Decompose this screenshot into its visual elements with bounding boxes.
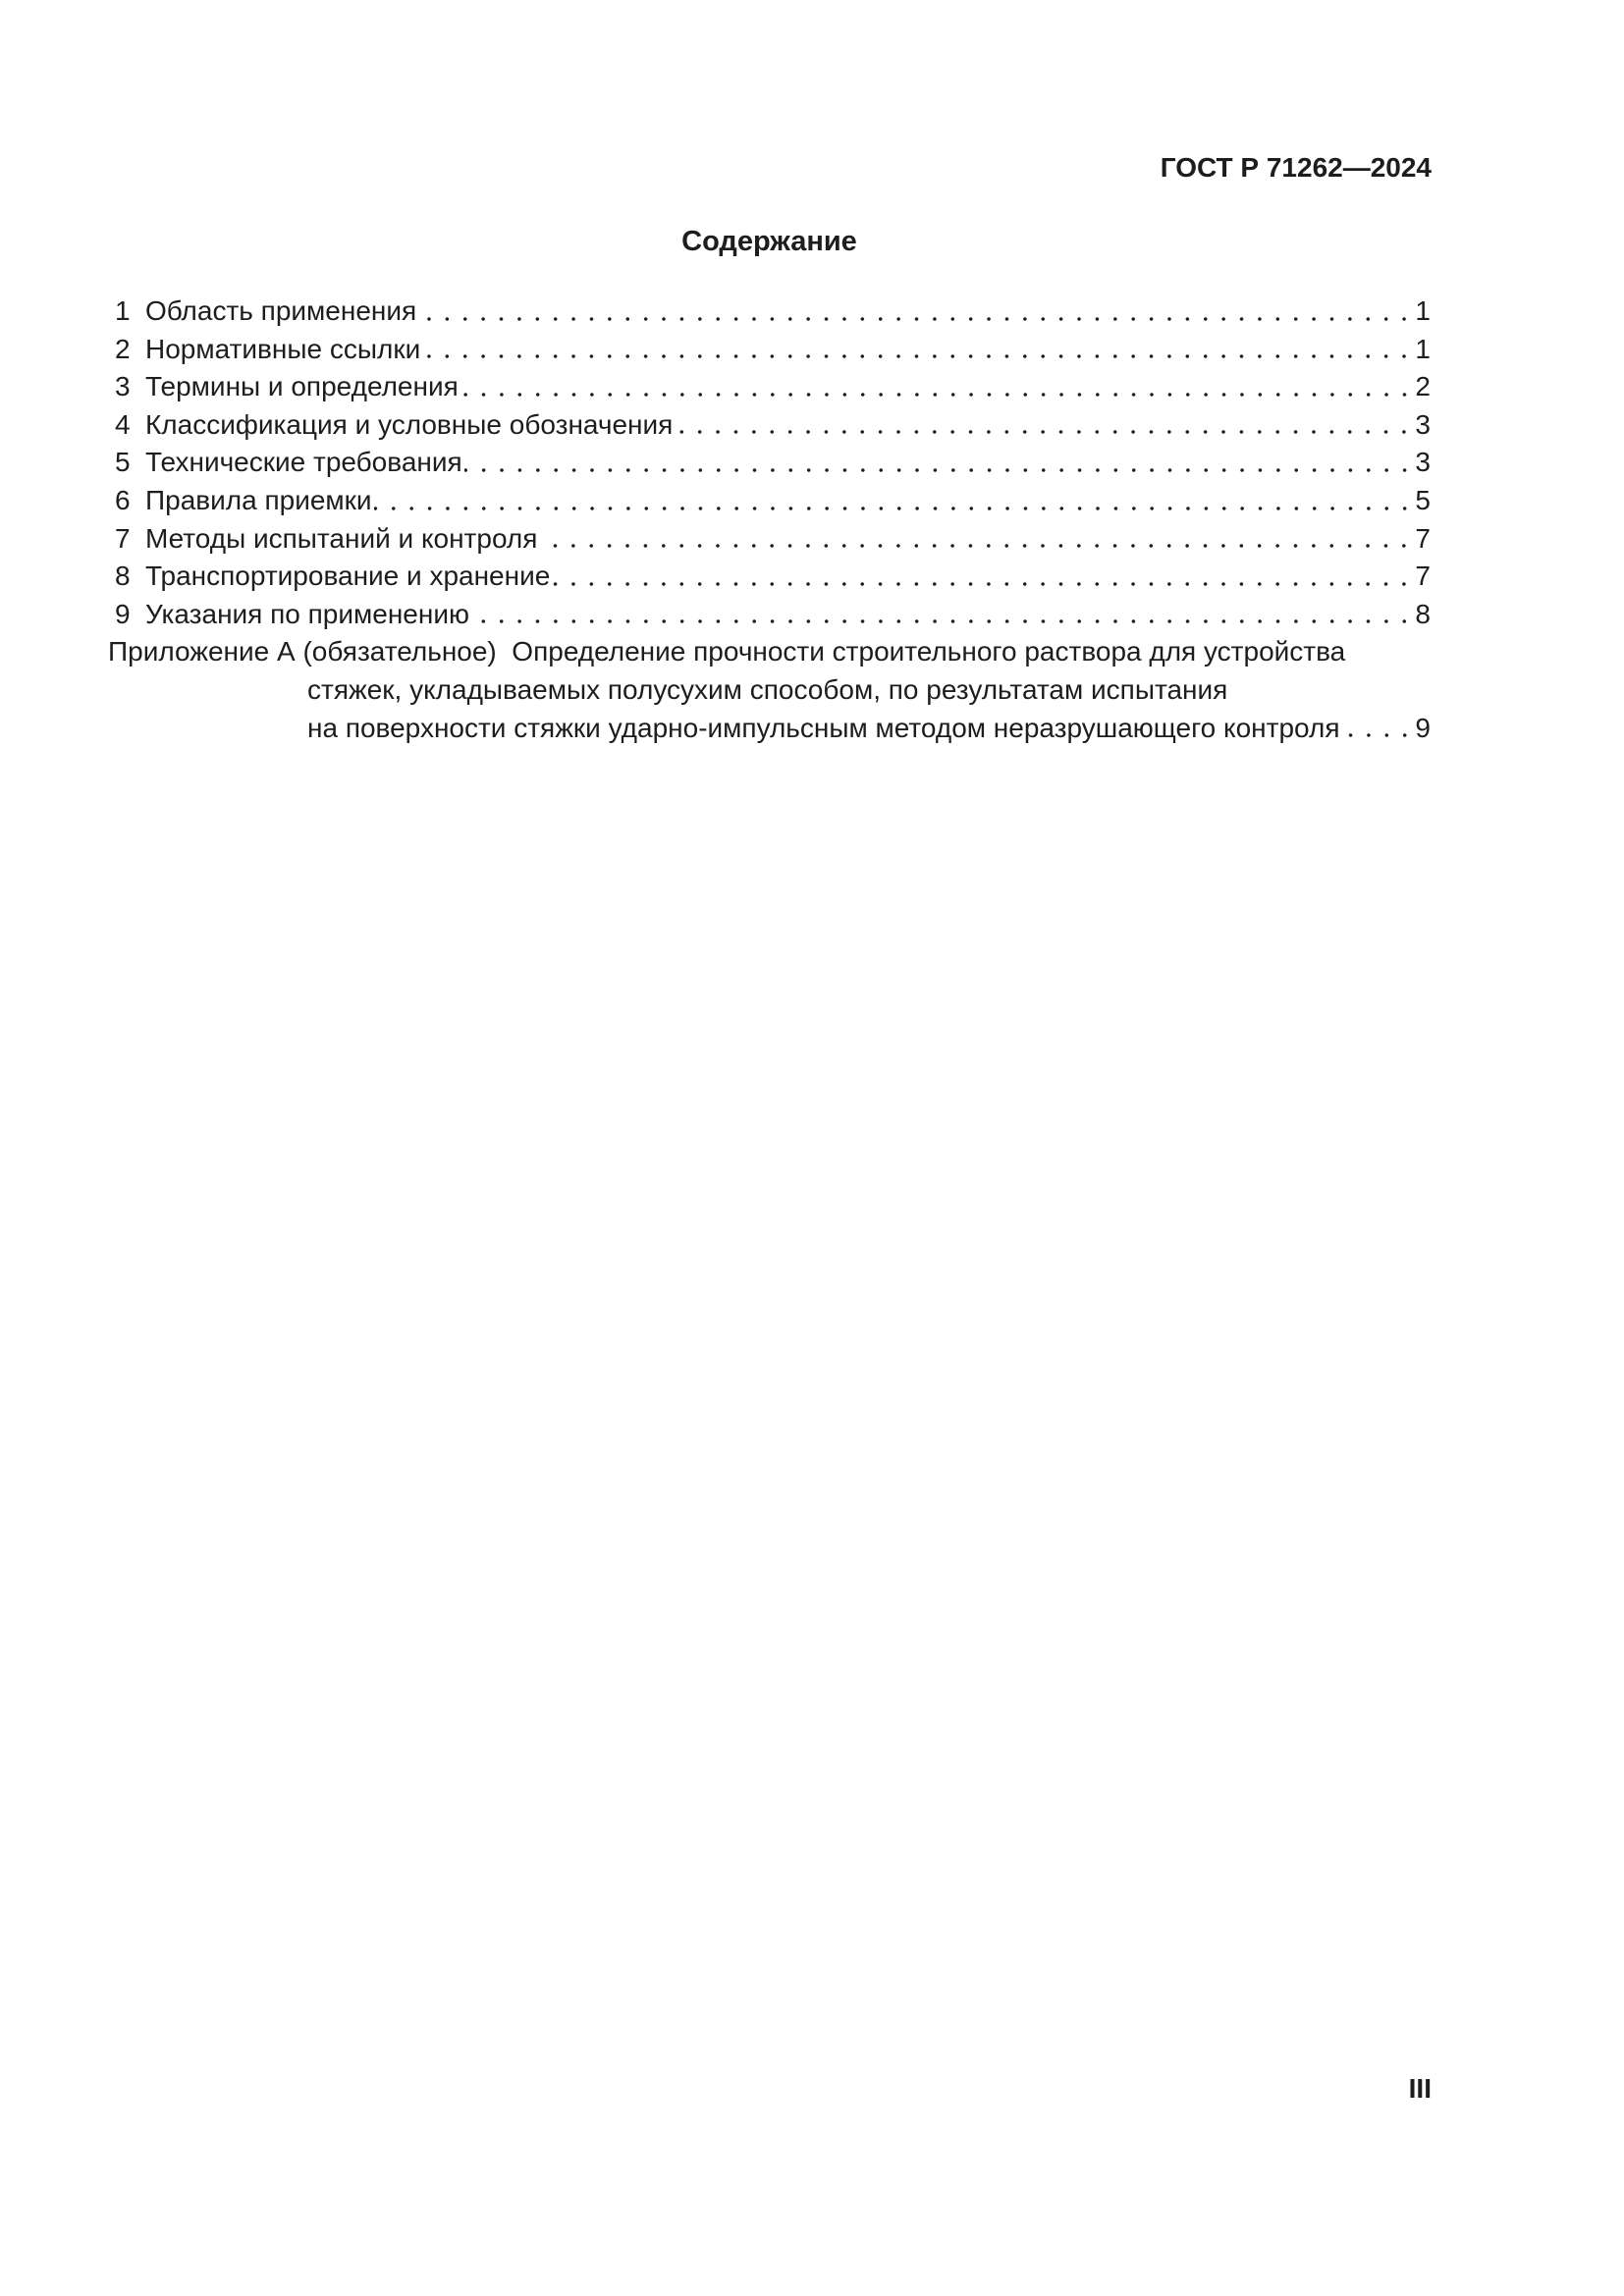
dot-leader — [539, 520, 1415, 559]
toc-entry — [108, 444, 1431, 482]
dot-leader — [1342, 710, 1416, 748]
dot-leader — [374, 482, 1416, 520]
toc-entry-label: Нормативные ссылки — [145, 333, 421, 364]
dot-leader — [464, 444, 1416, 482]
toc-entry — [108, 368, 1431, 406]
toc-entry-number: 2 — [115, 333, 131, 364]
toc-entry — [108, 482, 1431, 520]
dot-leader — [422, 331, 1415, 369]
dot-leader — [552, 558, 1415, 596]
toc-entry-page: 2 — [1415, 371, 1431, 402]
appendix-entry-line-1: Приложение А (обязательное) Определение прочности строительного раствора для устройства — [108, 636, 1346, 667]
toc-entry — [108, 331, 1431, 369]
toc-entry-label: Методы испытаний и контроля — [145, 522, 538, 554]
toc-entry-page: 7 — [1415, 561, 1431, 592]
toc-entry-number: 4 — [115, 408, 131, 440]
toc-entry — [108, 558, 1431, 596]
toc-entry-page: 3 — [1415, 408, 1431, 440]
dot-leader — [460, 368, 1416, 406]
toc-entry-number: 8 — [115, 561, 131, 592]
page-title: Содержание — [681, 226, 857, 257]
toc-entry-number: 5 — [115, 447, 131, 478]
toc-entry-label: Указания по применению — [145, 598, 469, 629]
toc-entry — [108, 293, 1431, 331]
toc-entry-number: 3 — [115, 371, 131, 402]
toc-entry-label: Классификация и условные обозначения — [145, 408, 674, 440]
dot-leader — [471, 596, 1415, 634]
toc-entry-number: 6 — [115, 484, 131, 515]
toc-entry-number: 7 — [115, 522, 131, 554]
toc-entry-page: 7 — [1415, 522, 1431, 554]
appendix-entry-line-3 — [108, 710, 1431, 748]
toc-entry — [108, 596, 1431, 634]
toc-entry-number: 9 — [115, 598, 131, 629]
toc-entry-page: 5 — [1415, 484, 1431, 515]
dot-leader — [418, 293, 1415, 331]
toc-entry — [108, 520, 1431, 559]
toc-entry-label: Термины и определения — [145, 371, 459, 402]
toc-entry — [108, 406, 1431, 445]
toc-entry-label: Транспортирование и хранение — [145, 561, 551, 592]
toc-entry-label: Технические требования — [145, 447, 462, 478]
appendix-entry-page: 9 — [1415, 712, 1431, 743]
toc-entry-page: 3 — [1415, 447, 1431, 478]
toc-entry-number: 1 — [115, 295, 131, 326]
page-number: III — [1408, 2073, 1432, 2104]
toc-entry-label: Правила приемки — [145, 484, 372, 515]
standard-designation: ГОСТ Р 71262—2024 — [1160, 152, 1432, 183]
toc-entry-page: 8 — [1415, 598, 1431, 629]
toc-entry-page: 1 — [1415, 333, 1431, 364]
appendix-entry-label: на поверхности стяжки ударно-импульсным методом неразрушающего контроля — [307, 712, 1340, 743]
toc-entry-page: 1 — [1415, 295, 1431, 326]
table-of-contents — [108, 293, 1431, 747]
dot-leader — [675, 406, 1415, 445]
toc-entry-label: Область применения — [145, 295, 417, 326]
appendix-entry-line-2: стяжек, укладываемых полусухим способом, по результатам испытания — [307, 673, 1228, 705]
